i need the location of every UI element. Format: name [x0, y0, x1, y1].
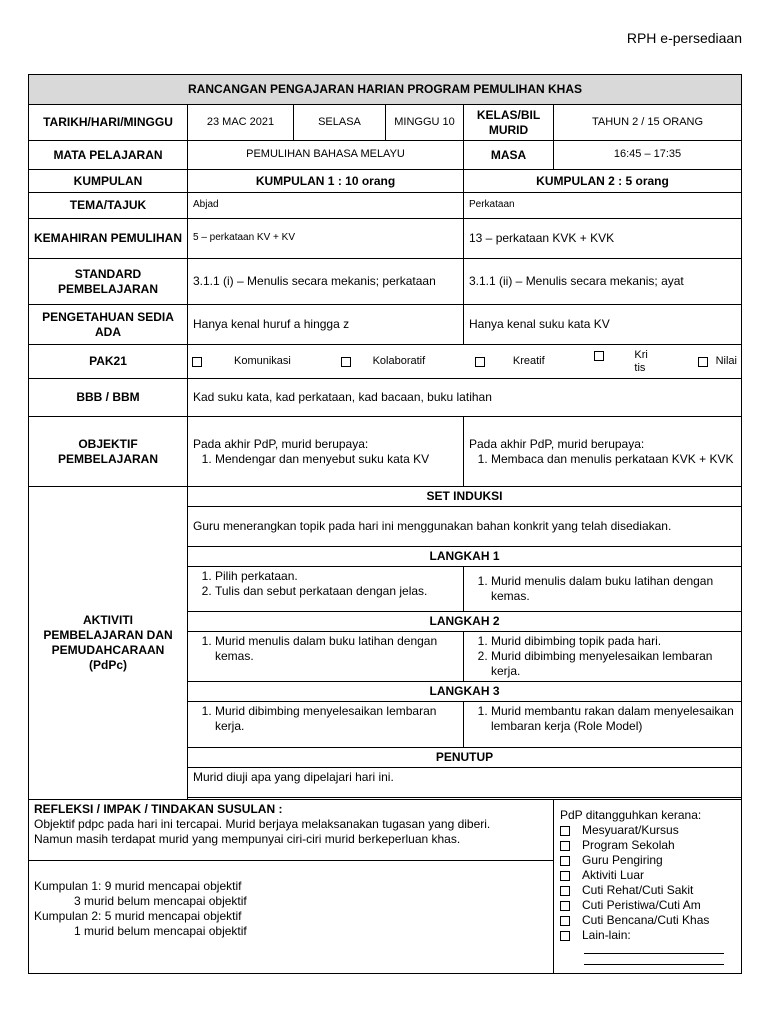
refleksi-kumpulan-1-belum: 3 murid belum mencapai objektif: [74, 893, 247, 908]
pak21-kolaboratif[interactable]: Kolaboratif: [341, 355, 426, 369]
row-tarikh: [29, 105, 742, 141]
refleksi-line: Objektif pdpc pada hari ini tercapai. Murid berjaya melaksanakan tugasan yang diberi.: [34, 817, 491, 831]
refleksi-kumpulan-2-belum: 1 murid belum mencapai objektif: [74, 923, 247, 938]
pak21-komunikasi[interactable]: Komunikasi: [192, 355, 291, 369]
row-mata-pelajaran: [29, 141, 742, 170]
set-induksi-heading: SET INDUKSI: [188, 487, 742, 507]
checkbox-icon: [560, 826, 570, 836]
langkah-1-heading: LANGKAH 1: [188, 547, 742, 567]
label-pak21: PAK21: [29, 345, 188, 379]
langkah-2-k2-item: 1. Murid dibimbing topik pada hari.: [491, 634, 736, 649]
label-mata-pelajaran: MATA PELAJARAN: [29, 141, 188, 170]
tema-k1: Abjad: [188, 193, 464, 219]
label-tarikh: TARIKH/HARI/MINGGU: [29, 105, 188, 141]
ditangguhkan-item[interactable]: Mesyuarat/Kursus: [560, 823, 735, 838]
langkah-1-k1-item: 2. Tulis dan sebut perkataan dengan jelas.: [215, 584, 458, 599]
value-week: MINGGU 10: [386, 105, 464, 141]
refleksi-kumpulan-2: Kumpulan 2: 5 murid mencapai objektif: [34, 908, 242, 923]
checkbox-icon: [698, 357, 708, 367]
kumpulan-1: KUMPULAN 1 : 10 orang: [188, 170, 464, 193]
langkah-2-k2-item: 2. Murid dibimbing menyelesaikan lembaran kerja.: [491, 649, 736, 679]
label-tema: TEMA/TAJUK: [29, 193, 188, 219]
ditangguhkan-item[interactable]: Lain-lain:: [560, 928, 735, 943]
penutup-heading: PENUTUP: [188, 748, 742, 768]
ditangguhkan-item[interactable]: Cuti Peristiwa/Cuti Am: [560, 898, 735, 913]
label-bbb: BBB / BBM: [29, 379, 188, 417]
checkbox-icon: [560, 931, 570, 941]
pak21-kreatif[interactable]: Kreatif: [475, 355, 545, 369]
row-objektif: [29, 417, 742, 487]
checkbox-icon: [560, 871, 570, 881]
objektif-k2-intro: Pada akhir PdP, murid berupaya:: [469, 436, 645, 451]
row-kumpulan: [29, 170, 742, 193]
set-induksi-text: Guru menerangkan topik pada hari ini menggunakan bahan konkrit yang telah disediakan.: [188, 507, 742, 547]
label-masa: MASA: [464, 141, 554, 170]
langkah-2-k1-item: 1. Murid menulis dalam buku latihan dengan kemas.: [215, 634, 458, 664]
ditangguhkan-item[interactable]: Cuti Rehat/Cuti Sakit: [560, 883, 735, 898]
value-mata-pelajaran: PEMULIHAN BAHASA MELAYU: [188, 141, 464, 170]
langkah-2-heading: LANGKAH 2: [188, 612, 742, 632]
value-day: SELASA: [294, 105, 386, 141]
checkbox-icon: [341, 357, 351, 367]
kumpulan-2: KUMPULAN 2 : 5 orang: [464, 170, 742, 193]
row-bbb: [29, 379, 742, 417]
checkbox-icon: [560, 901, 570, 911]
pak21-nilai[interactable]: Nilai: [698, 355, 737, 369]
lesson-plan-table: [28, 74, 742, 974]
ditangguhkan-item[interactable]: Aktiviti Luar: [560, 868, 735, 883]
tema-k2: Perkataan: [464, 193, 742, 219]
header-tag: RPH e-persediaan: [626, 30, 742, 46]
plan-title: RANCANGAN PENGAJARAN HARIAN PROGRAM PEMULIHAN KHAS: [29, 75, 742, 105]
checkbox-icon: [560, 886, 570, 896]
ditangguhkan-item[interactable]: Guru Pengiring: [560, 853, 735, 868]
ditangguhkan-heading: PdP ditangguhkan kerana:: [560, 808, 702, 822]
refleksi-kumpulan-1: Kumpulan 1: 9 murid mencapai objektif: [34, 878, 242, 893]
row-kemahiran: [29, 219, 742, 259]
checkbox-icon: [594, 351, 604, 361]
row-pak21: [29, 345, 742, 379]
label-pengetahuan: PENGETAHUAN SEDIA ADA: [29, 305, 188, 345]
refleksi-line: Namun masih terdapat murid yang mempunyai ciri-ciri murid berkeperluan khas.: [34, 832, 461, 846]
objektif-k1-item: 1. Mendengar dan menyebut suku kata KV: [215, 452, 458, 467]
value-masa: 16:45 – 17:35: [554, 141, 742, 170]
label-standard: STANDARD PEMBELAJARAN: [29, 259, 188, 305]
label-aktiviti: AKTIVITI PEMBELAJARAN DAN PEMUDAHCARAAN (PdPc): [29, 487, 188, 800]
row-pengetahuan: [29, 305, 742, 345]
langkah-1-k2-item: 1. Murid menulis dalam buku latihan dengan kemas.: [491, 574, 736, 604]
langkah-1-k1-item: 1. Pilih perkataan.: [215, 569, 458, 584]
checkbox-icon: [560, 856, 570, 866]
standard-k1: 3.1.1 (i) – Menulis secara mekanis; perkataan: [188, 259, 464, 305]
pak21-kritis[interactable]: Kri tis: [594, 349, 647, 373]
blank-line[interactable]: [584, 954, 724, 965]
langkah-3-k2-item: 1. Murid membantu rakan dalam menyelesaikan lembaran kerja (Role Model): [491, 704, 736, 734]
ditangguhkan-item[interactable]: Cuti Bencana/Cuti Khas: [560, 913, 735, 928]
value-kelas: TAHUN 2 / 15 ORANG: [554, 105, 742, 141]
penutup-text: Murid diuji apa yang dipelajari hari ini.: [188, 768, 742, 798]
label-kemahiran: KEMAHIRAN PEMULIHAN: [29, 219, 188, 259]
kemahiran-k1: 5 – perkataan KV + KV: [188, 219, 464, 259]
blank-line[interactable]: [584, 943, 724, 954]
langkah-3-heading: LANGKAH 3: [188, 682, 742, 702]
checkbox-icon: [192, 357, 202, 367]
label-objektif: OBJEKTIF PEMBELAJARAN: [29, 417, 188, 487]
row-tema: [29, 193, 742, 219]
ditangguhkan-list: [560, 823, 735, 943]
label-kumpulan: KUMPULAN: [29, 170, 188, 193]
pengetahuan-k1: Hanya kenal huruf a hingga z: [188, 305, 464, 345]
refleksi-heading: REFLEKSI / IMPAK / TINDAKAN SUSULAN :: [34, 802, 283, 816]
pengetahuan-k2: Hanya kenal suku kata KV: [464, 305, 742, 345]
objektif-k1-intro: Pada akhir PdP, murid berupaya:: [193, 436, 369, 451]
checkbox-icon: [475, 357, 485, 367]
value-date: 23 MAC 2021: [188, 105, 294, 141]
checkbox-icon: [560, 916, 570, 926]
kemahiran-k2: 13 – perkataan KVK + KVK: [464, 219, 742, 259]
row-standard: [29, 259, 742, 305]
standard-k2: 3.1.1 (ii) – Menulis secara mekanis; ayat: [464, 259, 742, 305]
objektif-k2-item: 1. Membaca dan menulis perkataan KVK + KVK: [491, 452, 736, 467]
checkbox-icon: [560, 841, 570, 851]
value-bbb: Kad suku kata, kad perkataan, kad bacaan, buku latihan: [188, 379, 742, 417]
ditangguhkan-item[interactable]: Program Sekolah: [560, 838, 735, 853]
label-kelas: KELAS/BIL MURID: [464, 105, 554, 141]
langkah-3-k1-item: 1. Murid dibimbing menyelesaikan lembaran kerja.: [215, 704, 458, 734]
